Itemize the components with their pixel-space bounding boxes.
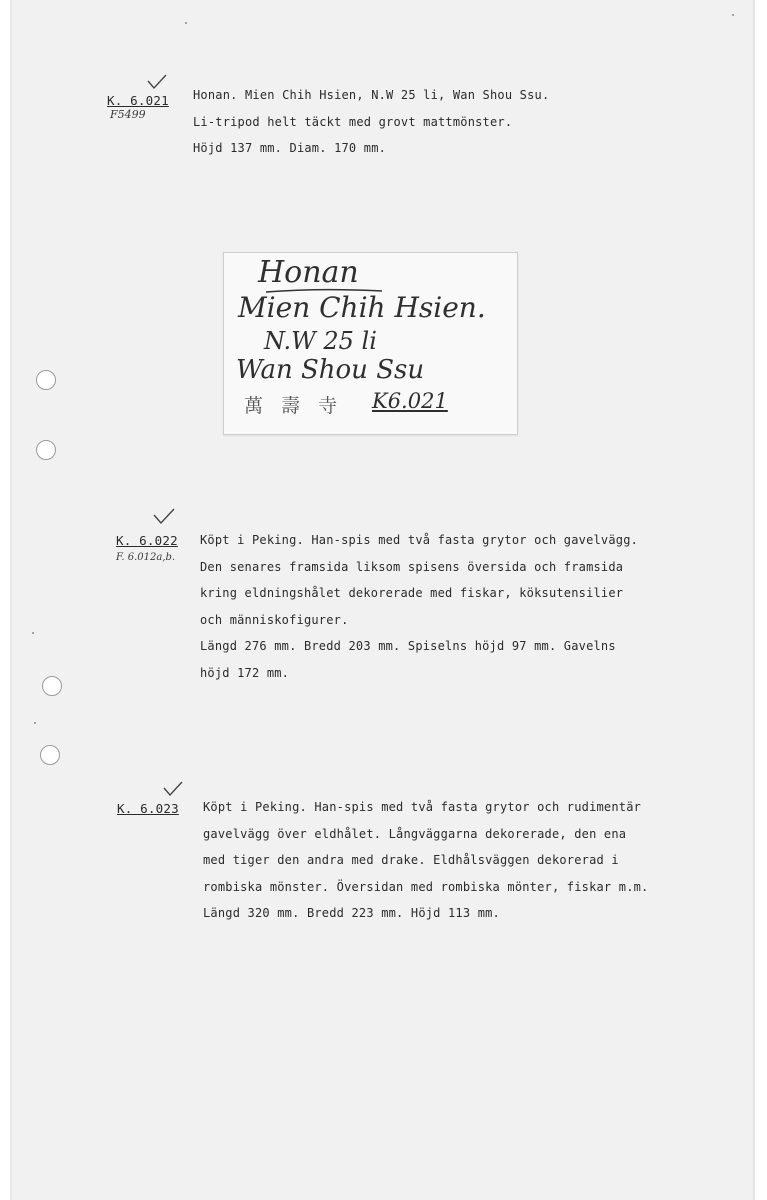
entry-line: med tiger den andra med drake. Eldhålsväggen dekorerad i [203,853,619,867]
check-mark-icon [152,507,176,525]
catalog-number: K. 6.022 [116,533,178,548]
card-catalog-number: K6.021 [372,389,448,413]
entry-line: Köpt i Peking. Han-spis med två fasta grytor och gavelvägg. [200,533,639,547]
catalog-number: K. 6.021 [107,93,169,108]
field-number: F5499 [110,108,146,121]
binder-hole [36,370,56,390]
card-line-county: Mien Chih Hsien. [238,291,486,324]
entry-line: Höjd 137 mm. Diam. 170 mm. [193,141,387,155]
entry-text [203,794,648,927]
entry-text [200,527,638,686]
entry-line: Längd 320 mm. Bredd 223 mm. Höjd 113 mm. [203,906,500,920]
check-mark-icon [162,780,184,798]
paper-speck [732,14,734,16]
paper-speck [185,22,187,24]
check-mark-icon [146,73,168,91]
entry-line: rombiska mönster. Översidan med rombiska mönter, fiskar m.m. [203,879,649,894]
paper-speck [32,632,34,634]
entry-line: gavelvägg över eldhålet. Långväggarna dekorerade, den ena [203,826,627,841]
entry-text [193,82,549,162]
binder-hole [42,676,62,696]
binder-hole [40,745,60,765]
card-line-direction: N.W 25 li [264,327,377,355]
catalog-number: K. 6.023 [117,801,179,816]
entry-line: Längd 276 mm. Bredd 203 mm. Spiselns höjd 97 mm. Gavelns [200,639,616,653]
entry-line: Köpt i Peking. Han-spis med två fasta grytor och rudimentär [203,800,642,814]
binder-hole [36,440,56,460]
card-chinese-characters: 萬 壽 寺 [244,395,344,417]
entry-line: Den senares framsida liksom spisens översida och framsida [200,559,624,574]
entry-line: Li-tripod helt täckt med grovt mattmönster. [193,114,513,129]
paper-speck [34,722,36,724]
card-line-province: Honan [258,255,359,290]
entry-line: och människofigurer. [200,612,349,627]
handwritten-label-card [223,252,518,435]
document-page [10,0,755,1200]
entry-line: Honan. Mien Chih Hsien, N.W 25 li, Wan Shou Ssu. [193,88,550,102]
entry-line: höjd 172 mm. [200,665,290,680]
entry-line: kring eldningshålet dekorerade med fiskar, köksutensilier [200,586,624,600]
field-number: F. 6.012a,b. [116,552,176,563]
card-line-temple: Wan Shou Ssu [236,355,425,385]
